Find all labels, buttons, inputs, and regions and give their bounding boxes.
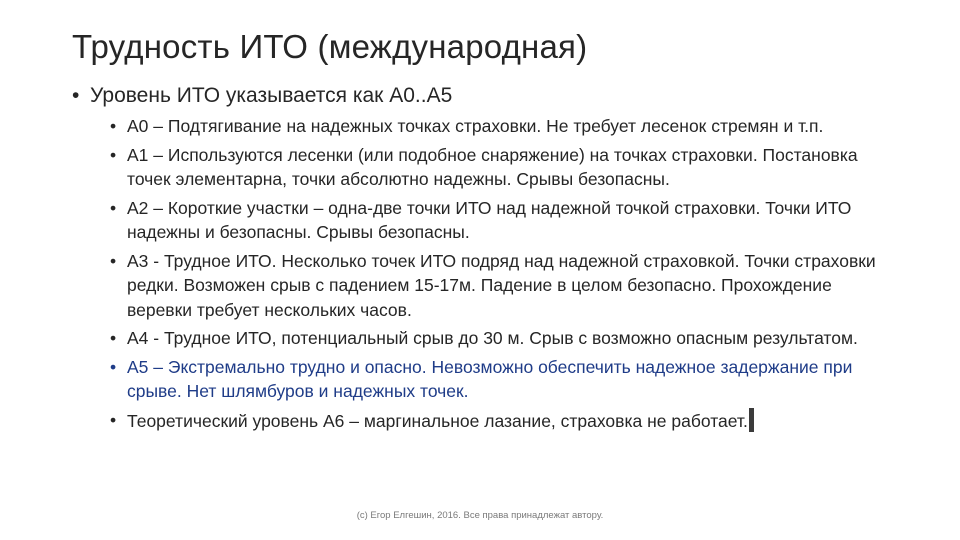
bullet-icon: • bbox=[110, 144, 117, 165]
list-item-text: А2 – Короткие участки – одна-две точки ИТО над надежной точкой страховки. Точки ИТО надежны и безопасны. Срывы безопасны. bbox=[127, 197, 852, 242]
list-item-text: А3 - Трудное ИТО. Несколько точек ИТО подряд над надежной страховкой. Точки страховки редки. Возможен срыв с падением 15-17м. Падение в целом безопасно. Прохождение веревки требует нескольких часов. bbox=[127, 250, 876, 320]
list-item-text: А1 – Используются лесенки (или подобное снаряжение) на точках страховки. Постановка точек элементарна, точки абсолютно надежны. Срывы безопасны. bbox=[127, 144, 858, 189]
bullet-icon: • bbox=[110, 250, 117, 271]
list-item-text: А5 – Экстремально трудно и опасно. Невозможно обеспечить надежное задержание при срыве. Нет шлямбуров и надежных точек. bbox=[127, 356, 853, 401]
main-bullet-text: Уровень ИТО указывается как А0..А5 bbox=[90, 84, 453, 107]
list-item-a3 bbox=[110, 249, 890, 323]
text-cursor bbox=[749, 408, 754, 432]
bullet-icon: • bbox=[110, 356, 117, 377]
list-item-text: А4 - Трудное ИТО, потенциальный срыв до 30 м. Срыв с возможно опасным результатом. bbox=[127, 328, 858, 348]
bullet-icon: • bbox=[110, 116, 117, 136]
list-item-a1 bbox=[110, 143, 890, 192]
list-item-text: А0 – Подтягивание на надежных точках страховки. Не требует лесенок стремян и т.п. bbox=[127, 116, 824, 136]
level-list bbox=[110, 114, 890, 437]
list-item-a4 bbox=[110, 326, 890, 351]
bullet-icon: • bbox=[110, 197, 117, 218]
main-bullet bbox=[72, 84, 452, 108]
list-item-a0 bbox=[110, 114, 890, 139]
list-item-a2 bbox=[110, 196, 890, 245]
slide-title: Трудность ИТО (международная) bbox=[72, 28, 588, 65]
bullet-icon: • bbox=[110, 409, 117, 430]
list-item-a5 bbox=[110, 355, 890, 404]
footer-copyright: (c) Егор Елгешин, 2016. Все права принадлежат автору. bbox=[356, 510, 604, 521]
bullet-icon: • bbox=[72, 84, 80, 107]
list-item-text: Теоретический уровень А6 – маргинальное лазание, страховка не работает. bbox=[127, 410, 748, 431]
list-item-a6 bbox=[110, 408, 890, 434]
bullet-icon: • bbox=[110, 328, 117, 348]
